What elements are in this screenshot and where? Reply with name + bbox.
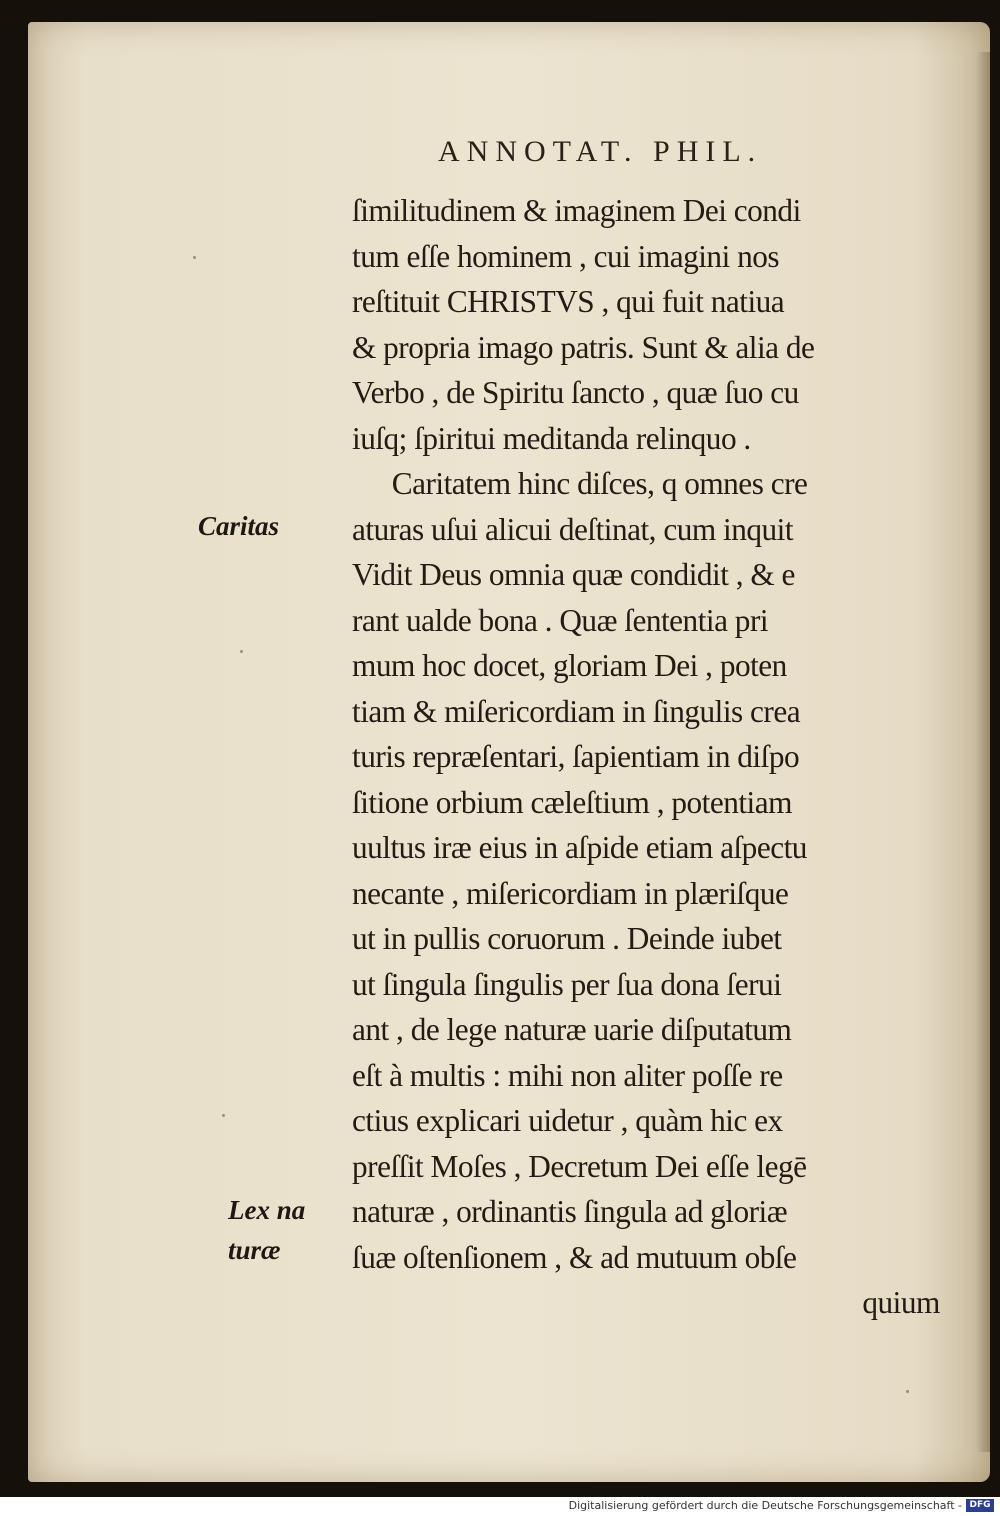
page-edge-shadow (976, 52, 990, 1452)
text-line: ſimilitudinem & imaginem Dei condi (352, 193, 801, 228)
text-line: rant ualde bona . Quæ ſententia pri (352, 602, 769, 638)
text-line: ut ſingula ſingulis per ſua dona ſerui (352, 966, 782, 1002)
main-text-block (352, 188, 952, 1326)
text-line: aturas uſui alicui deſtinat, cum inquit (352, 511, 794, 547)
funding-credit: Digitalisierung gefördert durch die Deutsche Forschungsgemeinschaft - (568, 1499, 962, 1512)
text-line: & propria imago patris. Sunt & alia de (352, 329, 815, 365)
text-line: iuſq; ſpiritui meditanda relinquo . (352, 420, 751, 456)
text-line: Vidit Deus omnia quæ condidit , & e (352, 557, 795, 592)
text-line: ſuæ oſtenſionem , & ad mutuum obſe (352, 1239, 797, 1275)
ink-speck (193, 256, 196, 259)
ink-speck (240, 650, 243, 653)
text-line: ctius explicari uidetur , quàm hic ex (352, 1103, 783, 1138)
text-line: tum eſſe hominem , cui imagini nos (352, 238, 780, 274)
text-line: tiam & miſericordiam in ſingulis crea (352, 693, 801, 729)
marginal-note-line: Lex na (228, 1195, 306, 1225)
text-line: ant , de lege naturæ uarie diſputatum (352, 1012, 792, 1047)
ink-speck (906, 1390, 909, 1393)
text-line: reſtituit CHRISTVS , qui fuit natiua (352, 284, 785, 319)
text-line: mum hoc docet, gloriam Dei , poten (352, 648, 787, 683)
dfg-logo-icon: DFG (966, 1499, 994, 1512)
catchword: quium (862, 1285, 940, 1320)
marginal-note-lex-naturae (228, 1190, 305, 1270)
text-line: naturæ , ordinantis ſingula ad gloriæ (352, 1194, 788, 1229)
text-line: eſt à multis : mihi non aliter poſſe re (352, 1057, 783, 1093)
text-line: uultus iræ eius in aſpide etiam aſpectu (352, 830, 807, 865)
marginal-note-line: turæ (228, 1235, 281, 1265)
marginal-note-caritas: Caritas (198, 511, 280, 541)
running-head: ANNOTAT. PHIL. (438, 135, 763, 168)
text-line-paragraph-start: Caritatem hinc diſces, q omnes cre (391, 466, 808, 501)
text-line: preſſit Moſes , Decretum Dei eſſe legē (352, 1148, 807, 1184)
ink-speck (222, 1114, 225, 1117)
text-line: ſitione orbium cæleſtium , potentiam (352, 784, 792, 820)
text-line: necante , miſericordiam in plæriſque (352, 875, 789, 911)
text-line: turis repræſentari, ſapientiam in diſpo (352, 739, 800, 774)
text-line: ut in pullis coruorum . Deinde iubet (352, 921, 782, 956)
text-line: Verbo , de Spiritu ſancto , quæ ſuo cu (352, 375, 799, 410)
digitization-footer (0, 1497, 1000, 1516)
